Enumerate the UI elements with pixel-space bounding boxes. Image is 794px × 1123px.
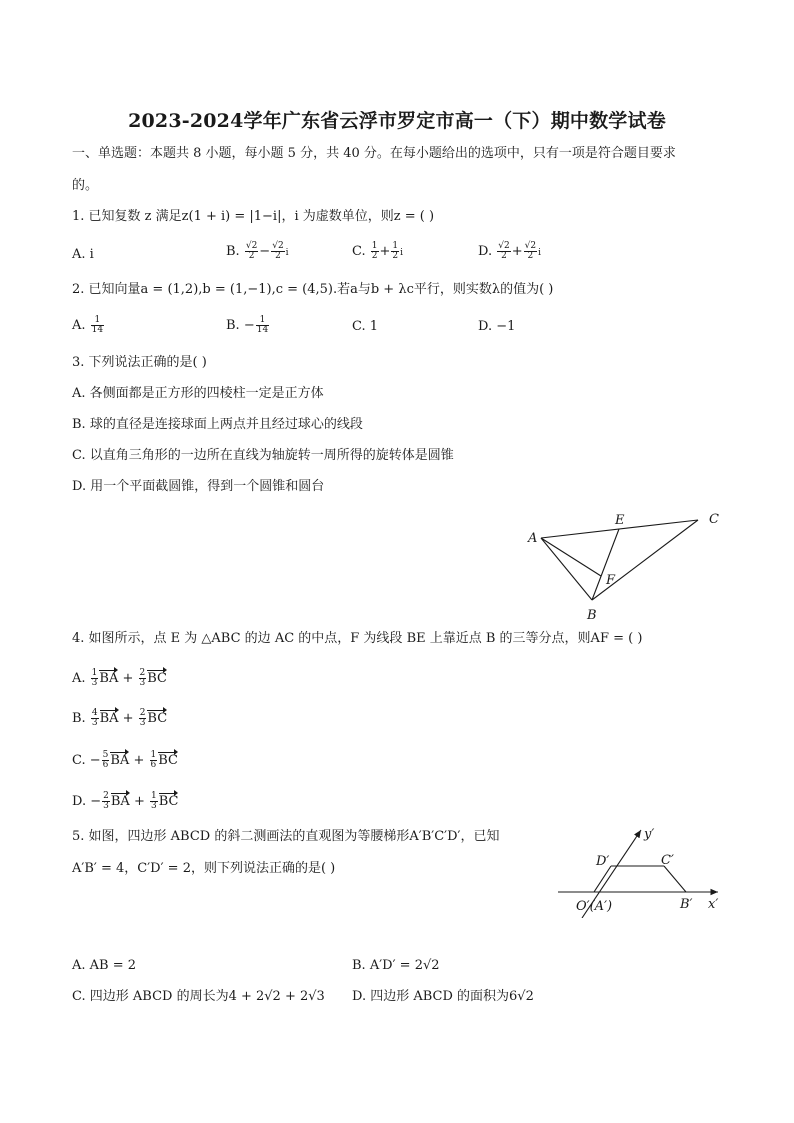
page-title: 2023-2024学年广东省云浮市罗定市高一（下）期中数学试卷 <box>128 110 666 132</box>
section-heading: 一、单选题：本题共 8 小题，每小题 5 分，共 40 分。在每小题给出的选项中，只有一项是符合题目要求 <box>72 146 676 161</box>
label-b: B <box>587 608 597 623</box>
q2-option-b-label: B. − <box>226 318 255 333</box>
q4-stem: 4. 如图所示，点 E 为 △ABC 的边 AC 的中点，F 为线段 BE 上靠近点 B 的三等分点，则AF = ( ) <box>72 631 643 646</box>
q5-stem-2: A′B′ = 4，C′D′ = 2，则下列说法正确的是( ) <box>72 861 336 876</box>
q4-option-c-label: C. − <box>72 753 101 768</box>
q5-option-a: A. AB = 2 <box>72 958 137 973</box>
label-a: A <box>528 531 538 546</box>
q2-option-d: D. −1 <box>478 319 516 334</box>
q4-option-d: D. − $\frac{2}{3}$ BA + $\frac{1}{3}$ BC <box>72 791 179 811</box>
q4-option-d-label: D. − <box>72 794 102 809</box>
label-o-prime: O′(A′) <box>576 899 613 914</box>
q3-option-b: B. 球的直径是连接球面上两点并且经过球心的线段 <box>72 417 363 432</box>
q3-stem: 3. 下列说法正确的是( ) <box>72 355 207 370</box>
q1-option-a: A. i <box>72 247 94 262</box>
label-c-prime: C′ <box>661 853 674 868</box>
q2-option-a: A. $\frac{1}{14}$ <box>72 315 104 335</box>
q4-option-b-label: B. <box>72 711 86 726</box>
section-heading-cont: 的。 <box>72 178 99 193</box>
label-c: C <box>709 512 719 527</box>
q4-option-a-label: A. <box>72 671 86 686</box>
label-f: F <box>606 573 616 588</box>
q1-option-d: D. $\frac{√2}{2}$ + $\frac{√2}{2}$ i <box>478 241 541 261</box>
q4-triangle-figure <box>520 508 730 626</box>
q5-trapezoid-figure <box>556 822 736 918</box>
q1-stem: 1. 已知复数 z 满足z(1 + i) = |1−i|，i 为虚数单位，则z = ( ) <box>72 209 435 224</box>
q1-option-b-label: B. <box>226 244 240 259</box>
label-x-prime: x′ <box>708 897 719 912</box>
q4-option-c: C. − $\frac{5}{6}$ BA + $\frac{1}{6}$ BC <box>72 750 178 770</box>
q5-option-b: B. A′D′ = 2√2 <box>352 958 440 973</box>
q5-option-d: D. 四边形 ABCD 的面积为6√2 <box>352 989 534 1004</box>
label-d-prime: D′ <box>596 854 610 869</box>
q3-option-a: A. 各侧面都是正方形的四棱柱一定是正方体 <box>72 386 324 401</box>
q2-option-a-label: A. <box>72 318 86 333</box>
q2-option-c: C. 1 <box>352 319 379 334</box>
q1-option-d-label: D. <box>478 244 493 259</box>
q2-option-b: B. − $\frac{1}{14}$ <box>226 315 269 335</box>
q3-option-d: D. 用一个平面截圆锥，得到一个圆锥和圆台 <box>72 479 325 494</box>
q1-option-c-label: C. <box>352 244 366 259</box>
q3-option-c: C. 以直角三角形的一边所在直线为轴旋转一周所得的旋转体是圆锥 <box>72 448 454 463</box>
label-b-prime: B′ <box>680 897 693 912</box>
label-y-prime: y′ <box>644 827 655 842</box>
q4-option-a: A. $\frac{1}{3}$ BA + $\frac{2}{3}$ BC <box>72 668 168 688</box>
q5-stem: 5. 如图，四边形 ABCD 的斜二测画法的直观图为等腰梯形A′B′C′D′，已知 <box>72 829 500 844</box>
q1-option-b: B. $\frac{√2}{2}$ − $\frac{√2}{2}$ i <box>226 241 289 261</box>
label-e: E <box>615 513 625 528</box>
q5-option-c: C. 四边形 ABCD 的周长为4 + 2√2 + 2√3 <box>72 989 325 1004</box>
q4-option-b: B. $\frac{4}{3}$ BA + $\frac{2}{3}$ BC <box>72 708 168 728</box>
q1-option-c: C. $\frac{1}{2}$ + $\frac{1}{2}$ i <box>352 241 404 261</box>
q2-stem: 2. 已知向量a = (1,2),b = (1,−1),c = (4,5).若a与b + λc平行，则实数λ的值为( ) <box>72 282 554 297</box>
